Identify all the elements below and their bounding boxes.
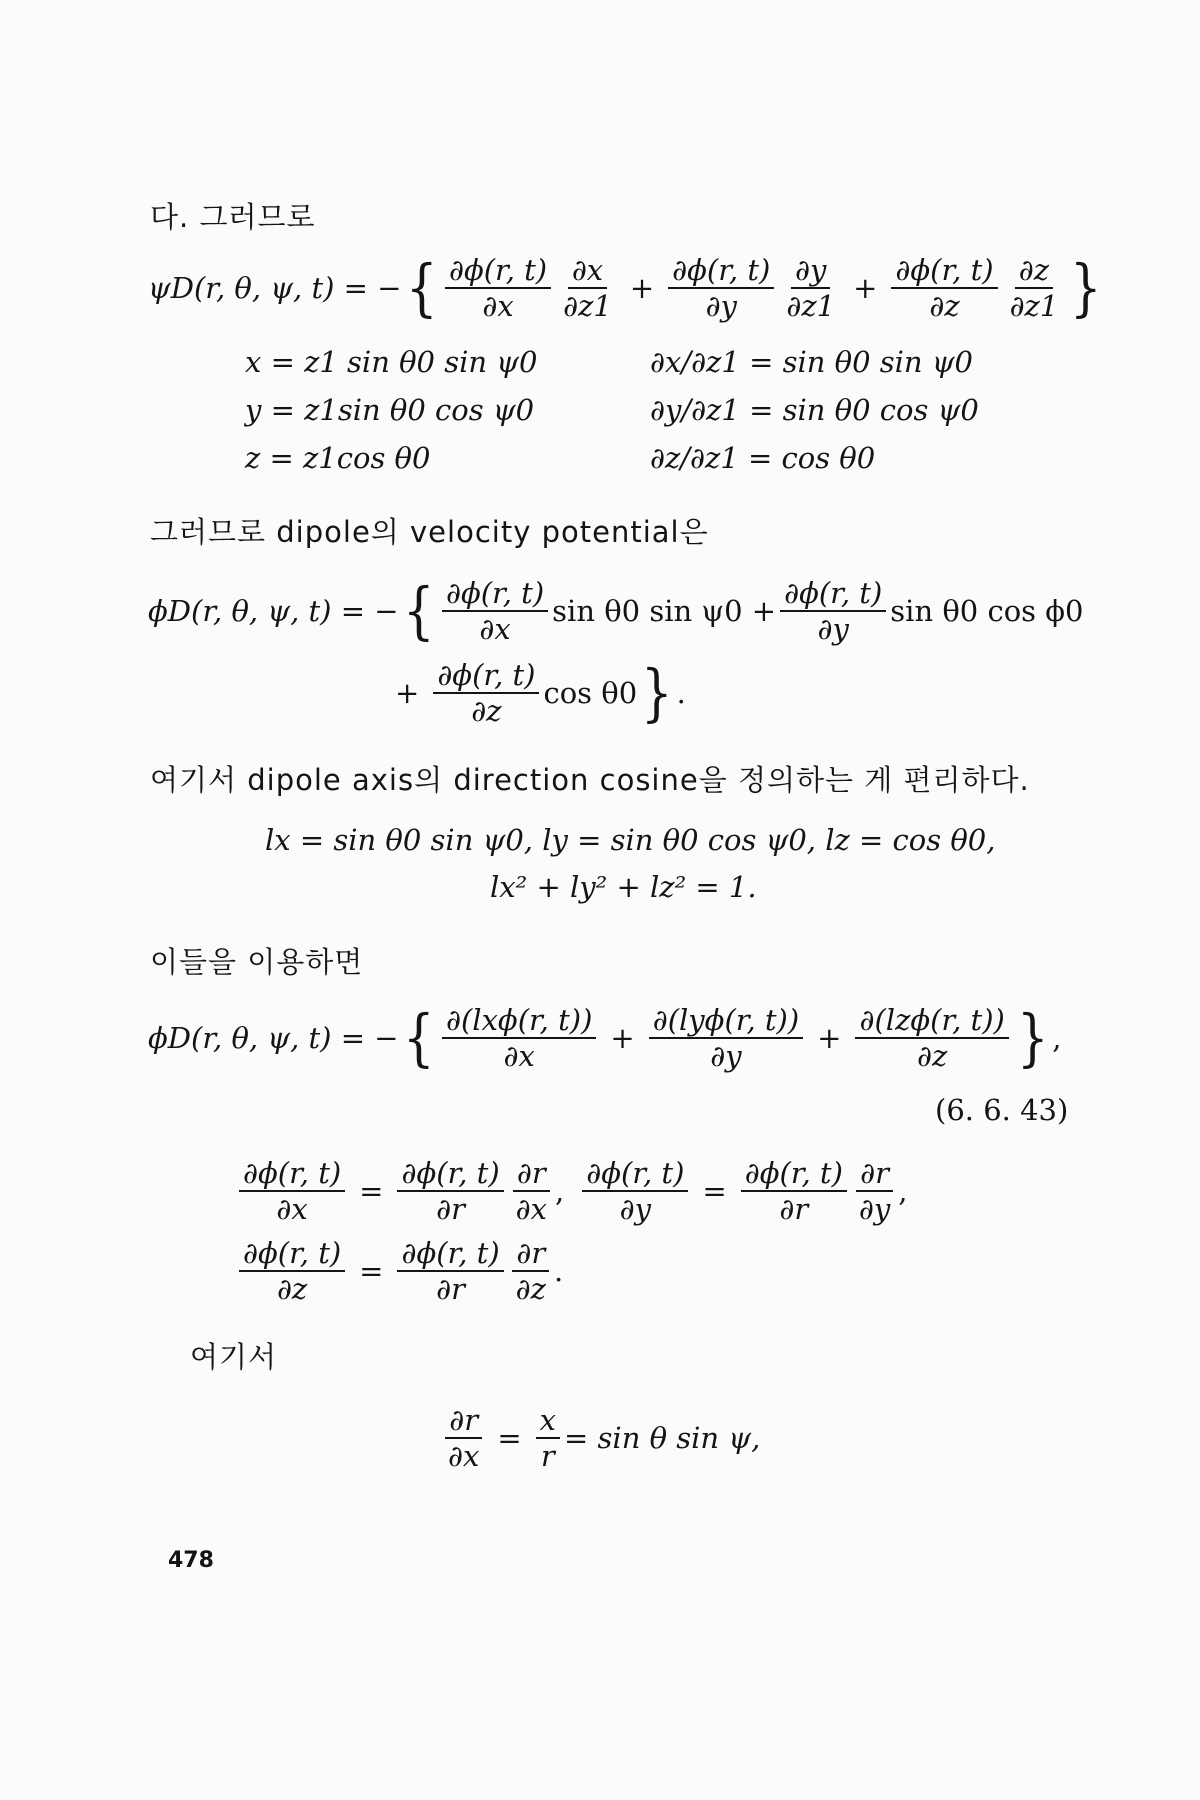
coord-right-1: ∂x/∂z1 = sin θ0 sin ψ0 bbox=[650, 345, 974, 379]
sentence-2: 그러므로 dipole의 velocity potential은 bbox=[150, 515, 709, 549]
sentence-3: 여기서 dipole axis의 direction cosine을 정의하는 게 편리하다. bbox=[150, 763, 1030, 797]
coord-left-2: y = z1sin θ0 cos ψ0 bbox=[245, 393, 535, 427]
eq2-term-3: cos θ0 bbox=[543, 676, 638, 711]
equation-1: ψD(r, θ, ψ, t) = − { $\frac{\partial\phi(r, t)}{\partial x}$ $\frac{\partial x}{\partial z1}$ + $\frac{\partial\phi(r, t)}{\partial y}$ $\frac{\partial y}{\partial z1}$ + $\frac{\partial\phi(r, t)}{\partial z}$ $\frac{\partial z}{\partial z1}$ } bbox=[148, 251, 1102, 325]
chain-frac-f: $\frac{\partial r}{\partial y}$ bbox=[855, 1158, 894, 1225]
eq2-term-1: sin θ0 sin ψ0 + bbox=[552, 594, 777, 629]
chain-frac-g: $\frac{\partial\phi(r, t)}{\partial z}$ bbox=[239, 1238, 345, 1305]
eq2-lhs: ϕD(r, θ, ψ, t) = − bbox=[148, 594, 399, 629]
chain-rule-row-1: $\frac{\partial\phi(r, t)}{\partial x}$ = $\frac{\partial\phi(r, t)}{\partial r}$ $\frac{\partial r}{\partial x}$ , $\frac{\partial\phi(r, t)}{\partial y}$ = $\frac{\partial\phi(r, t)}{\partial r}$ $\frac{\partial r}{\partial y}$ , bbox=[235, 1158, 908, 1225]
coord-left-3: z = z1cos θ0 bbox=[245, 441, 431, 475]
chain-frac-a: $\frac{\partial\phi(r, t)}{\partial x}$ bbox=[239, 1158, 345, 1225]
final-equation: $\frac{\partial r}{\partial x}$ = $\frac{x}{r}$ = sin θ sin ψ, bbox=[440, 1405, 760, 1472]
direction-cosines-1: lx = sin θ0 sin ψ0, ly = sin θ0 cos ψ0, lz = cos θ0, bbox=[265, 823, 996, 857]
chain-frac-c: $\frac{\partial r}{\partial x}$ bbox=[512, 1158, 551, 1225]
eq2-frac-z: $\frac{\partial\phi(r, t)}{\partial z}$ bbox=[433, 660, 539, 727]
left-brace: { bbox=[402, 1001, 435, 1075]
eq1-lhs: ψD(r, θ, ψ, t) = − bbox=[148, 271, 402, 306]
eq2-frac-y: $\frac{\partial\phi(r, t)}{\partial y}$ bbox=[780, 578, 886, 645]
equation-2 bbox=[148, 574, 1084, 648]
sentence-4: 이들을 이용하면 bbox=[150, 945, 364, 979]
right-brace: } bbox=[641, 656, 673, 730]
eq3-frac-x: $\frac{\text{∂(lxϕ(r, t))}}{\partial x}$ bbox=[442, 1005, 596, 1072]
sentence-5: 여기서 bbox=[190, 1340, 278, 1374]
coord-right-2: ∂y/∂z1 = sin θ0 cos ψ0 bbox=[650, 393, 979, 427]
left-brace: { bbox=[402, 574, 435, 648]
eq2-frac-x: $\frac{\partial\phi(r, t)}{\partial x}$ bbox=[442, 578, 548, 645]
final-frac-b: $\frac{x}{r}$ bbox=[536, 1405, 560, 1472]
eq2-term-2: sin θ0 cos ϕ0 bbox=[890, 594, 1084, 629]
right-brace: } bbox=[1070, 251, 1102, 325]
chain-frac-e: $\frac{\partial\phi(r, t)}{\partial r}$ bbox=[741, 1158, 847, 1225]
equation-label: (6. 6. 43) bbox=[935, 1093, 1069, 1127]
right-brace: } bbox=[1016, 1001, 1049, 1075]
equation-2-cont: + $\frac{\partial\phi(r, t)}{\partial z}$ cos θ0 } . bbox=[395, 656, 686, 730]
equation-3: ϕD(r, θ, ψ, t) = − { $\frac{\text{∂(lxϕ(r, t))}}{\partial x}$ + $\frac{\text{∂(lyϕ(r, t))}}{\partial y}$ + $\frac{\text{∂(lzϕ(r, t))}}{\partial z}$ } , bbox=[148, 1001, 1062, 1075]
final-rhs: = sin θ sin ψ, bbox=[564, 1421, 761, 1456]
chain-frac-d: $\frac{\partial\phi(r, t)}{\partial y}$ bbox=[582, 1158, 688, 1225]
final-frac-a: $\frac{\partial r}{\partial x}$ bbox=[444, 1405, 483, 1472]
chain-rule-row-2: $\frac{\partial\phi(r, t)}{\partial z}$ = $\frac{\partial\phi(r, t)}{\partial r}$ $\frac{\partial r}{\partial z}$ . bbox=[235, 1238, 563, 1305]
eq3-frac-z: $\frac{\text{∂(lzϕ(r, t))}}{\partial z}$ bbox=[855, 1005, 1008, 1072]
intro-text: 다. 그러므로 bbox=[150, 200, 316, 234]
coord-left-1: x = z1 sin θ0 sin ψ0 bbox=[245, 345, 538, 379]
chain-frac-i: $\frac{\partial r}{\partial z}$ bbox=[512, 1238, 550, 1305]
eq1-frac-3a: $\frac{\partial\phi(r, t)}{\partial z}$ bbox=[891, 255, 997, 322]
direction-cosines-2: lx² + ly² + lz² = 1. bbox=[490, 870, 757, 904]
page-number: 478 bbox=[168, 1548, 214, 1573]
left-brace: { bbox=[405, 251, 438, 325]
eq1-frac-2a: $\frac{\partial\phi(r, t)}{\partial y}$ bbox=[668, 255, 774, 322]
eq1-frac-1b: $\frac{\partial x}{\partial z1}$ bbox=[563, 253, 612, 324]
eq3-lhs: ϕD(r, θ, ψ, t) = − bbox=[148, 1021, 399, 1056]
coord-right-3: ∂z/∂z1 = cos θ0 bbox=[650, 441, 876, 475]
chain-frac-b: $\frac{\partial\phi(r, t)}{\partial r}$ bbox=[397, 1158, 503, 1225]
eq3-frac-y: $\frac{\text{∂(lyϕ(r, t))}}{\partial y}$ bbox=[649, 1005, 803, 1072]
eq1-frac-2b: $\frac{\partial y}{\partial z1}$ bbox=[786, 253, 836, 324]
eq1-frac-1a: $\frac{\partial\phi(r, t)}{\partial x}$ bbox=[445, 255, 551, 322]
chain-frac-h: $\frac{\partial\phi(r, t)}{\partial r}$ bbox=[397, 1238, 503, 1305]
eq1-frac-3b: $\frac{\partial z}{\partial z1}$ bbox=[1009, 253, 1059, 324]
